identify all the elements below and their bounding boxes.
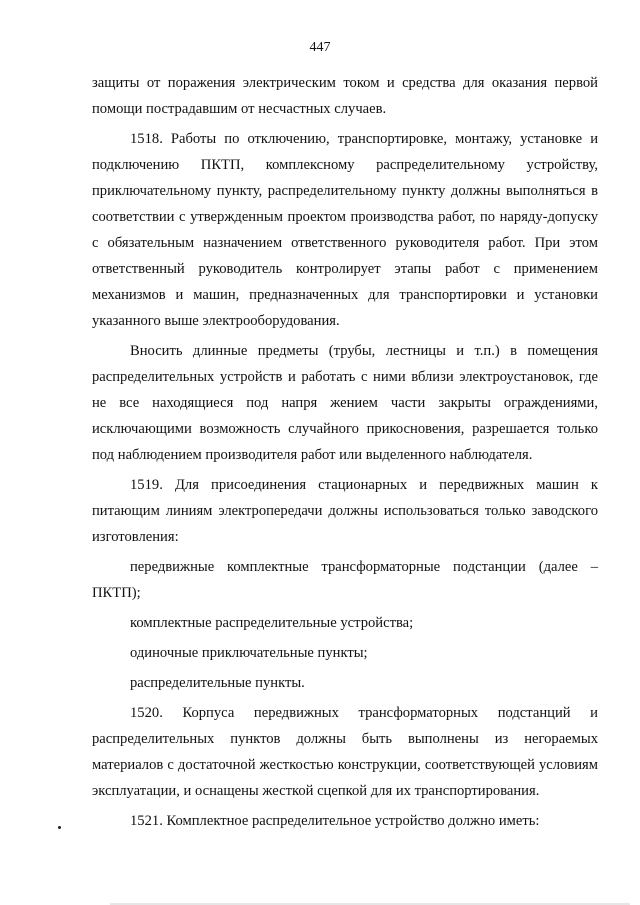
paragraph-1520: 1520. Корпуса передвижных трансформаторных подстанций и распределительных пунктов должны быть выполнены из негораемых материалов с достаточной жесткостью конструкции, соответствующей условиям эксплуатации, и оснащены жесткой сцепкой для их транспортирования.	[92, 705, 598, 799]
paragraph-continuation: защиты от поражения электрическим током и средства для оказания первой помощи пострадавшим от несчастных случаев.	[92, 75, 598, 117]
page-number: 447	[309, 40, 331, 55]
list-item-connection-points: одиночные приключательные пункты;	[130, 645, 368, 661]
paragraph-1518: 1518. Работы по отключению, транспортировке, монтажу, установке и подключению ПКТП, комплексному распределительному устройству, приключательному пункту, распределительному пункту должны выполняться в соответствии с утвержденным проектом производства работ, по наряду-допуску с обязательным назначением ответственного руководителя работ. При этом ответственный руководитель контролирует этапы работ с применением механизмов и машин, предназначенных для транспортировки и установки указанного выше электрооборудования.	[92, 131, 598, 329]
margin-dot	[58, 826, 61, 829]
document-body	[92, 70, 598, 834]
paragraph-long-objects: Вносить длинные предметы (трубы, лестницы и т.п.) в помещения распределительных устройств и работать с ними вблизи электроустановок, где не все находящиеся под напря жением части закрыты ограждениями, исключающими возможность случайного прикосновения, разрешается только под наблюдением производителя работ или выделенного наблюдателя.	[92, 343, 598, 463]
list-item-switchgear: комплектные распределительные устройства;	[130, 615, 414, 631]
paragraph-1519: 1519. Для присоединения стационарных и передвижных машин к питающим линиям электропередачи должны использоваться только заводского изготовления:	[92, 477, 598, 545]
list-item-pktp: передвижные комплектные трансформаторные подстанции (далее – ПКТП);	[92, 559, 598, 601]
list-item-distribution-points: распределительные пункты.	[130, 675, 305, 691]
paragraph-1521: 1521. Комплектное распределительное устройство должно иметь:	[130, 813, 540, 829]
